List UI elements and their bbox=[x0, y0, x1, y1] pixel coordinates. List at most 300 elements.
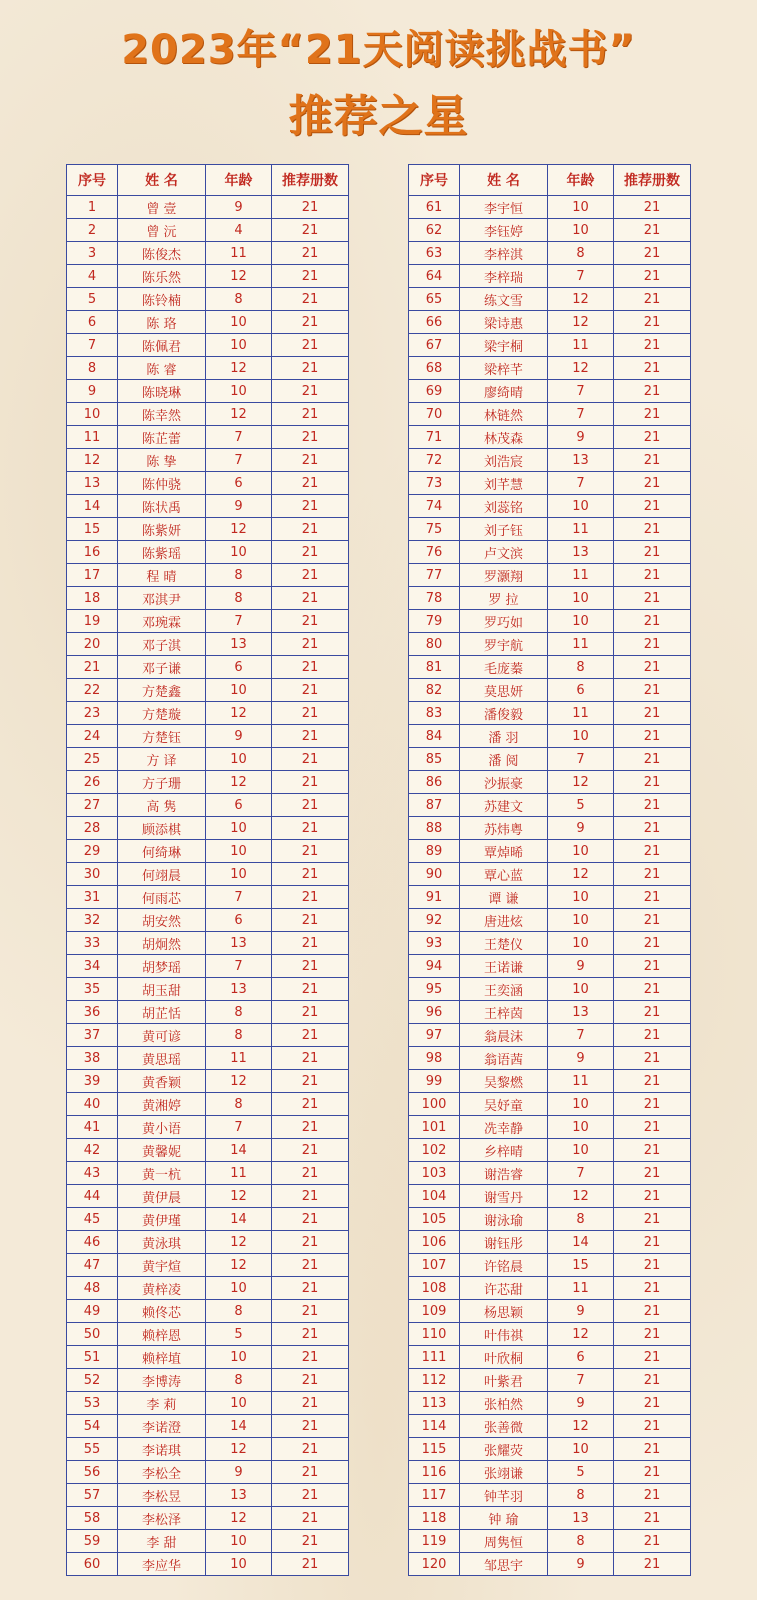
cell-name: 梁诗惠 bbox=[460, 311, 548, 334]
cell-name: 胡梦瑶 bbox=[118, 955, 206, 978]
cell-age: 10 bbox=[206, 1530, 272, 1553]
cell-age: 12 bbox=[206, 1507, 272, 1530]
cell-age: 10 bbox=[206, 380, 272, 403]
table-row bbox=[409, 679, 691, 702]
cell-name: 胡炯然 bbox=[118, 932, 206, 955]
table-row bbox=[409, 794, 691, 817]
table-row bbox=[67, 1139, 349, 1162]
cell-name: 谢钰彤 bbox=[460, 1231, 548, 1254]
table-row bbox=[67, 633, 349, 656]
cell-index: 39 bbox=[67, 1070, 118, 1093]
cell-name: 陈仲骁 bbox=[118, 472, 206, 495]
cell-index: 87 bbox=[409, 794, 460, 817]
cell-age: 12 bbox=[548, 771, 614, 794]
cell-count: 21 bbox=[614, 702, 691, 725]
cell-index: 19 bbox=[67, 610, 118, 633]
cell-index: 69 bbox=[409, 380, 460, 403]
cell-index: 90 bbox=[409, 863, 460, 886]
cell-age: 12 bbox=[548, 1185, 614, 1208]
cell-age: 5 bbox=[206, 1323, 272, 1346]
cell-count: 21 bbox=[272, 610, 349, 633]
cell-name: 程 晴 bbox=[118, 564, 206, 587]
table-row bbox=[67, 610, 349, 633]
cell-name: 吴黎燃 bbox=[460, 1070, 548, 1093]
table-row bbox=[409, 1300, 691, 1323]
table-row bbox=[409, 1346, 691, 1369]
cell-name: 叶紫君 bbox=[460, 1369, 548, 1392]
cell-index: 79 bbox=[409, 610, 460, 633]
cell-name: 何翊晨 bbox=[118, 863, 206, 886]
cell-count: 21 bbox=[272, 1277, 349, 1300]
cell-index: 46 bbox=[67, 1231, 118, 1254]
table-row bbox=[67, 1369, 349, 1392]
cell-count: 21 bbox=[272, 1254, 349, 1277]
cell-index: 99 bbox=[409, 1070, 460, 1093]
table-row bbox=[409, 587, 691, 610]
cell-name: 梁宇桐 bbox=[460, 334, 548, 357]
ranking-table-right bbox=[408, 164, 691, 1576]
cell-age: 9 bbox=[548, 817, 614, 840]
cell-name: 黄梓凌 bbox=[118, 1277, 206, 1300]
cell-name: 邓子淇 bbox=[118, 633, 206, 656]
cell-name: 乡梓晴 bbox=[460, 1139, 548, 1162]
cell-count: 21 bbox=[614, 518, 691, 541]
cell-index: 36 bbox=[67, 1001, 118, 1024]
cell-age: 10 bbox=[548, 725, 614, 748]
header-count: 推荐册数 bbox=[614, 165, 691, 196]
cell-name: 钟芊羽 bbox=[460, 1484, 548, 1507]
table-row bbox=[409, 909, 691, 932]
cell-index: 104 bbox=[409, 1185, 460, 1208]
cell-age: 7 bbox=[548, 380, 614, 403]
table-row bbox=[409, 541, 691, 564]
table-row bbox=[67, 518, 349, 541]
cell-name: 翁晨沫 bbox=[460, 1024, 548, 1047]
cell-index: 83 bbox=[409, 702, 460, 725]
cell-count: 21 bbox=[614, 1438, 691, 1461]
cell-count: 21 bbox=[272, 1300, 349, 1323]
cell-count: 21 bbox=[614, 1507, 691, 1530]
cell-index: 37 bbox=[67, 1024, 118, 1047]
cell-count: 21 bbox=[614, 794, 691, 817]
cell-age: 9 bbox=[548, 1553, 614, 1576]
cell-count: 21 bbox=[614, 1185, 691, 1208]
cell-name: 吴妤童 bbox=[460, 1093, 548, 1116]
table-row bbox=[67, 863, 349, 886]
cell-name: 李 莉 bbox=[118, 1392, 206, 1415]
table-row bbox=[409, 817, 691, 840]
cell-age: 13 bbox=[206, 978, 272, 1001]
cell-age: 6 bbox=[206, 472, 272, 495]
cell-name: 胡玉甜 bbox=[118, 978, 206, 1001]
cell-age: 8 bbox=[206, 1001, 272, 1024]
cell-index: 58 bbox=[67, 1507, 118, 1530]
cell-index: 73 bbox=[409, 472, 460, 495]
cell-age: 8 bbox=[206, 1024, 272, 1047]
cell-count: 21 bbox=[272, 702, 349, 725]
table-row bbox=[409, 1093, 691, 1116]
cell-count: 21 bbox=[614, 472, 691, 495]
cell-age: 10 bbox=[548, 610, 614, 633]
cell-name: 胡芷恬 bbox=[118, 1001, 206, 1024]
table-row bbox=[409, 265, 691, 288]
cell-count: 21 bbox=[272, 1553, 349, 1576]
cell-index: 72 bbox=[409, 449, 460, 472]
cell-index: 120 bbox=[409, 1553, 460, 1576]
cell-age: 9 bbox=[548, 426, 614, 449]
cell-count: 21 bbox=[614, 1231, 691, 1254]
cell-index: 119 bbox=[409, 1530, 460, 1553]
cell-count: 21 bbox=[614, 564, 691, 587]
cell-name: 冼幸静 bbox=[460, 1116, 548, 1139]
cell-age: 10 bbox=[548, 1438, 614, 1461]
cell-count: 21 bbox=[272, 564, 349, 587]
table-row bbox=[409, 495, 691, 518]
table-row bbox=[67, 449, 349, 472]
table-row bbox=[67, 564, 349, 587]
cell-count: 21 bbox=[614, 817, 691, 840]
cell-name: 莫思妍 bbox=[460, 679, 548, 702]
cell-age: 12 bbox=[206, 1070, 272, 1093]
cell-count: 21 bbox=[614, 1369, 691, 1392]
cell-count: 21 bbox=[272, 1346, 349, 1369]
cell-age: 10 bbox=[548, 196, 614, 219]
cell-age: 10 bbox=[206, 334, 272, 357]
table-row bbox=[67, 242, 349, 265]
cell-index: 18 bbox=[67, 587, 118, 610]
cell-age: 8 bbox=[206, 1300, 272, 1323]
cell-index: 40 bbox=[67, 1093, 118, 1116]
cell-index: 23 bbox=[67, 702, 118, 725]
cell-index: 108 bbox=[409, 1277, 460, 1300]
cell-index: 45 bbox=[67, 1208, 118, 1231]
cell-index: 33 bbox=[67, 932, 118, 955]
table-row bbox=[67, 1024, 349, 1047]
cell-index: 24 bbox=[67, 725, 118, 748]
cell-count: 21 bbox=[272, 748, 349, 771]
cell-name: 陈铃楠 bbox=[118, 288, 206, 311]
table-row bbox=[67, 1438, 349, 1461]
cell-count: 21 bbox=[272, 1139, 349, 1162]
cell-index: 80 bbox=[409, 633, 460, 656]
cell-age: 7 bbox=[548, 403, 614, 426]
table-row bbox=[409, 1116, 691, 1139]
cell-age: 10 bbox=[548, 495, 614, 518]
cell-index: 52 bbox=[67, 1369, 118, 1392]
cell-age: 9 bbox=[548, 1392, 614, 1415]
cell-name: 王楚仪 bbox=[460, 932, 548, 955]
cell-index: 93 bbox=[409, 932, 460, 955]
cell-count: 21 bbox=[272, 1162, 349, 1185]
cell-count: 21 bbox=[272, 288, 349, 311]
cell-index: 89 bbox=[409, 840, 460, 863]
cell-age: 10 bbox=[206, 840, 272, 863]
cell-name: 陈幸然 bbox=[118, 403, 206, 426]
cell-count: 21 bbox=[272, 679, 349, 702]
cell-count: 21 bbox=[272, 771, 349, 794]
cell-age: 10 bbox=[548, 1139, 614, 1162]
cell-age: 15 bbox=[548, 1254, 614, 1277]
cell-name: 赖梓埴 bbox=[118, 1346, 206, 1369]
table-header-row bbox=[409, 165, 691, 196]
cell-count: 21 bbox=[614, 725, 691, 748]
cell-age: 10 bbox=[206, 1553, 272, 1576]
table-row bbox=[409, 403, 691, 426]
cell-name: 黄可谚 bbox=[118, 1024, 206, 1047]
cell-count: 21 bbox=[614, 1530, 691, 1553]
cell-index: 105 bbox=[409, 1208, 460, 1231]
cell-count: 21 bbox=[272, 265, 349, 288]
table-row bbox=[67, 1300, 349, 1323]
cell-age: 10 bbox=[206, 311, 272, 334]
cell-count: 21 bbox=[272, 840, 349, 863]
cell-count: 21 bbox=[272, 219, 349, 242]
cell-name: 黄一杭 bbox=[118, 1162, 206, 1185]
table-row bbox=[67, 472, 349, 495]
cell-name: 方子珊 bbox=[118, 771, 206, 794]
table-row bbox=[409, 863, 691, 886]
cell-count: 21 bbox=[614, 1392, 691, 1415]
cell-age: 12 bbox=[206, 771, 272, 794]
table-row bbox=[67, 656, 349, 679]
table-row bbox=[409, 1369, 691, 1392]
table-row bbox=[67, 1185, 349, 1208]
cell-age: 10 bbox=[548, 909, 614, 932]
cell-count: 21 bbox=[272, 587, 349, 610]
table-row bbox=[67, 1231, 349, 1254]
cell-count: 21 bbox=[614, 1346, 691, 1369]
cell-age: 7 bbox=[548, 748, 614, 771]
cell-count: 21 bbox=[272, 1185, 349, 1208]
cell-age: 7 bbox=[206, 886, 272, 909]
cell-age: 8 bbox=[206, 1093, 272, 1116]
table-row bbox=[409, 518, 691, 541]
cell-age: 12 bbox=[548, 1323, 614, 1346]
cell-name: 方楚钰 bbox=[118, 725, 206, 748]
cell-index: 63 bbox=[409, 242, 460, 265]
cell-name: 陈 挚 bbox=[118, 449, 206, 472]
cell-age: 7 bbox=[206, 1116, 272, 1139]
cell-name: 陈 珞 bbox=[118, 311, 206, 334]
header-age: 年龄 bbox=[206, 165, 272, 196]
cell-index: 118 bbox=[409, 1507, 460, 1530]
cell-age: 8 bbox=[206, 587, 272, 610]
cell-count: 21 bbox=[272, 1001, 349, 1024]
cell-count: 21 bbox=[272, 955, 349, 978]
cell-index: 7 bbox=[67, 334, 118, 357]
cell-age: 9 bbox=[206, 725, 272, 748]
cell-age: 10 bbox=[548, 587, 614, 610]
table-row bbox=[67, 794, 349, 817]
cell-name: 李松全 bbox=[118, 1461, 206, 1484]
cell-count: 21 bbox=[272, 1461, 349, 1484]
cell-count: 21 bbox=[272, 1323, 349, 1346]
cell-count: 21 bbox=[272, 449, 349, 472]
table-row bbox=[67, 771, 349, 794]
cell-index: 56 bbox=[67, 1461, 118, 1484]
cell-index: 85 bbox=[409, 748, 460, 771]
cell-count: 21 bbox=[614, 541, 691, 564]
cell-index: 3 bbox=[67, 242, 118, 265]
cell-name: 黄伊晨 bbox=[118, 1185, 206, 1208]
cell-count: 21 bbox=[614, 357, 691, 380]
table-row bbox=[67, 288, 349, 311]
cell-index: 8 bbox=[67, 357, 118, 380]
cell-age: 9 bbox=[206, 1461, 272, 1484]
cell-index: 76 bbox=[409, 541, 460, 564]
cell-index: 110 bbox=[409, 1323, 460, 1346]
cell-count: 21 bbox=[614, 748, 691, 771]
cell-index: 57 bbox=[67, 1484, 118, 1507]
cell-index: 91 bbox=[409, 886, 460, 909]
cell-name: 赖梓恩 bbox=[118, 1323, 206, 1346]
table-row bbox=[409, 196, 691, 219]
cell-age: 12 bbox=[206, 1438, 272, 1461]
cell-age: 12 bbox=[548, 1415, 614, 1438]
cell-age: 11 bbox=[548, 702, 614, 725]
cell-count: 21 bbox=[614, 196, 691, 219]
cell-name: 黄伊瑾 bbox=[118, 1208, 206, 1231]
table-row bbox=[409, 449, 691, 472]
cell-age: 10 bbox=[548, 840, 614, 863]
table-row bbox=[409, 1438, 691, 1461]
cell-count: 21 bbox=[614, 863, 691, 886]
cell-name: 李诺琪 bbox=[118, 1438, 206, 1461]
cell-name: 陈芷蕾 bbox=[118, 426, 206, 449]
table-row bbox=[409, 219, 691, 242]
cell-age: 10 bbox=[548, 932, 614, 955]
cell-count: 21 bbox=[272, 334, 349, 357]
cell-age: 10 bbox=[206, 679, 272, 702]
cell-age: 12 bbox=[206, 1185, 272, 1208]
cell-count: 21 bbox=[614, 679, 691, 702]
header-index: 序号 bbox=[67, 165, 118, 196]
cell-count: 21 bbox=[272, 656, 349, 679]
table-row bbox=[409, 1507, 691, 1530]
cell-count: 21 bbox=[614, 1461, 691, 1484]
cell-index: 71 bbox=[409, 426, 460, 449]
cell-name: 李松昱 bbox=[118, 1484, 206, 1507]
cell-index: 38 bbox=[67, 1047, 118, 1070]
table-row bbox=[409, 1208, 691, 1231]
ranking-table-left bbox=[66, 164, 349, 1576]
cell-age: 11 bbox=[548, 518, 614, 541]
cell-count: 21 bbox=[272, 1093, 349, 1116]
cell-index: 113 bbox=[409, 1392, 460, 1415]
cell-count: 21 bbox=[272, 403, 349, 426]
table-row bbox=[409, 1001, 691, 1024]
cell-index: 111 bbox=[409, 1346, 460, 1369]
cell-count: 21 bbox=[614, 242, 691, 265]
table-row bbox=[409, 1461, 691, 1484]
cell-index: 70 bbox=[409, 403, 460, 426]
cell-index: 21 bbox=[67, 656, 118, 679]
cell-index: 2 bbox=[67, 219, 118, 242]
cell-name: 李应华 bbox=[118, 1553, 206, 1576]
cell-age: 9 bbox=[548, 1300, 614, 1323]
cell-name: 曾 沅 bbox=[118, 219, 206, 242]
cell-count: 21 bbox=[614, 1208, 691, 1231]
table-row bbox=[409, 334, 691, 357]
cell-count: 21 bbox=[614, 495, 691, 518]
cell-count: 21 bbox=[272, 1438, 349, 1461]
cell-count: 21 bbox=[614, 1116, 691, 1139]
cell-name: 邓淇尹 bbox=[118, 587, 206, 610]
cell-index: 42 bbox=[67, 1139, 118, 1162]
cell-count: 21 bbox=[272, 541, 349, 564]
table-row bbox=[409, 1047, 691, 1070]
cell-age: 11 bbox=[548, 1277, 614, 1300]
table-row bbox=[409, 932, 691, 955]
table-row bbox=[67, 679, 349, 702]
cell-name: 刘芊慧 bbox=[460, 472, 548, 495]
table-row bbox=[409, 242, 691, 265]
cell-name: 钟 瑜 bbox=[460, 1507, 548, 1530]
cell-index: 20 bbox=[67, 633, 118, 656]
cell-name: 唐进炫 bbox=[460, 909, 548, 932]
cell-index: 84 bbox=[409, 725, 460, 748]
cell-count: 21 bbox=[614, 1047, 691, 1070]
cell-age: 13 bbox=[206, 1484, 272, 1507]
cell-index: 77 bbox=[409, 564, 460, 587]
table-row bbox=[409, 311, 691, 334]
header-count: 推荐册数 bbox=[272, 165, 349, 196]
table-row bbox=[67, 1392, 349, 1415]
cell-age: 10 bbox=[548, 219, 614, 242]
cell-index: 101 bbox=[409, 1116, 460, 1139]
cell-age: 8 bbox=[548, 1530, 614, 1553]
cell-count: 21 bbox=[272, 1047, 349, 1070]
cell-age: 13 bbox=[206, 633, 272, 656]
cell-count: 21 bbox=[272, 1530, 349, 1553]
cell-index: 53 bbox=[67, 1392, 118, 1415]
table-row bbox=[409, 472, 691, 495]
table-row bbox=[409, 725, 691, 748]
cell-index: 94 bbox=[409, 955, 460, 978]
cell-count: 21 bbox=[272, 725, 349, 748]
cell-index: 28 bbox=[67, 817, 118, 840]
table-row bbox=[67, 909, 349, 932]
cell-count: 21 bbox=[614, 311, 691, 334]
cell-name: 周隽恒 bbox=[460, 1530, 548, 1553]
cell-age: 10 bbox=[548, 978, 614, 1001]
cell-age: 11 bbox=[548, 1070, 614, 1093]
cell-name: 许芯甜 bbox=[460, 1277, 548, 1300]
cell-count: 21 bbox=[614, 380, 691, 403]
cell-count: 21 bbox=[272, 1231, 349, 1254]
cell-age: 7 bbox=[548, 1024, 614, 1047]
cell-name: 王奕涵 bbox=[460, 978, 548, 1001]
cell-age: 10 bbox=[206, 817, 272, 840]
cell-name: 陈紫瑶 bbox=[118, 541, 206, 564]
cell-index: 55 bbox=[67, 1438, 118, 1461]
cell-name: 方 译 bbox=[118, 748, 206, 771]
cell-name: 潘 羽 bbox=[460, 725, 548, 748]
cell-index: 86 bbox=[409, 771, 460, 794]
cell-index: 32 bbox=[67, 909, 118, 932]
cell-name: 刘蕊铭 bbox=[460, 495, 548, 518]
cell-age: 10 bbox=[206, 1277, 272, 1300]
cell-age: 14 bbox=[548, 1231, 614, 1254]
cell-name: 潘俊毅 bbox=[460, 702, 548, 725]
cell-count: 21 bbox=[614, 610, 691, 633]
cell-name: 陈乐然 bbox=[118, 265, 206, 288]
cell-index: 27 bbox=[67, 794, 118, 817]
cell-count: 21 bbox=[272, 794, 349, 817]
cell-age: 13 bbox=[206, 932, 272, 955]
cell-name: 张翊谦 bbox=[460, 1461, 548, 1484]
table-row bbox=[67, 1001, 349, 1024]
